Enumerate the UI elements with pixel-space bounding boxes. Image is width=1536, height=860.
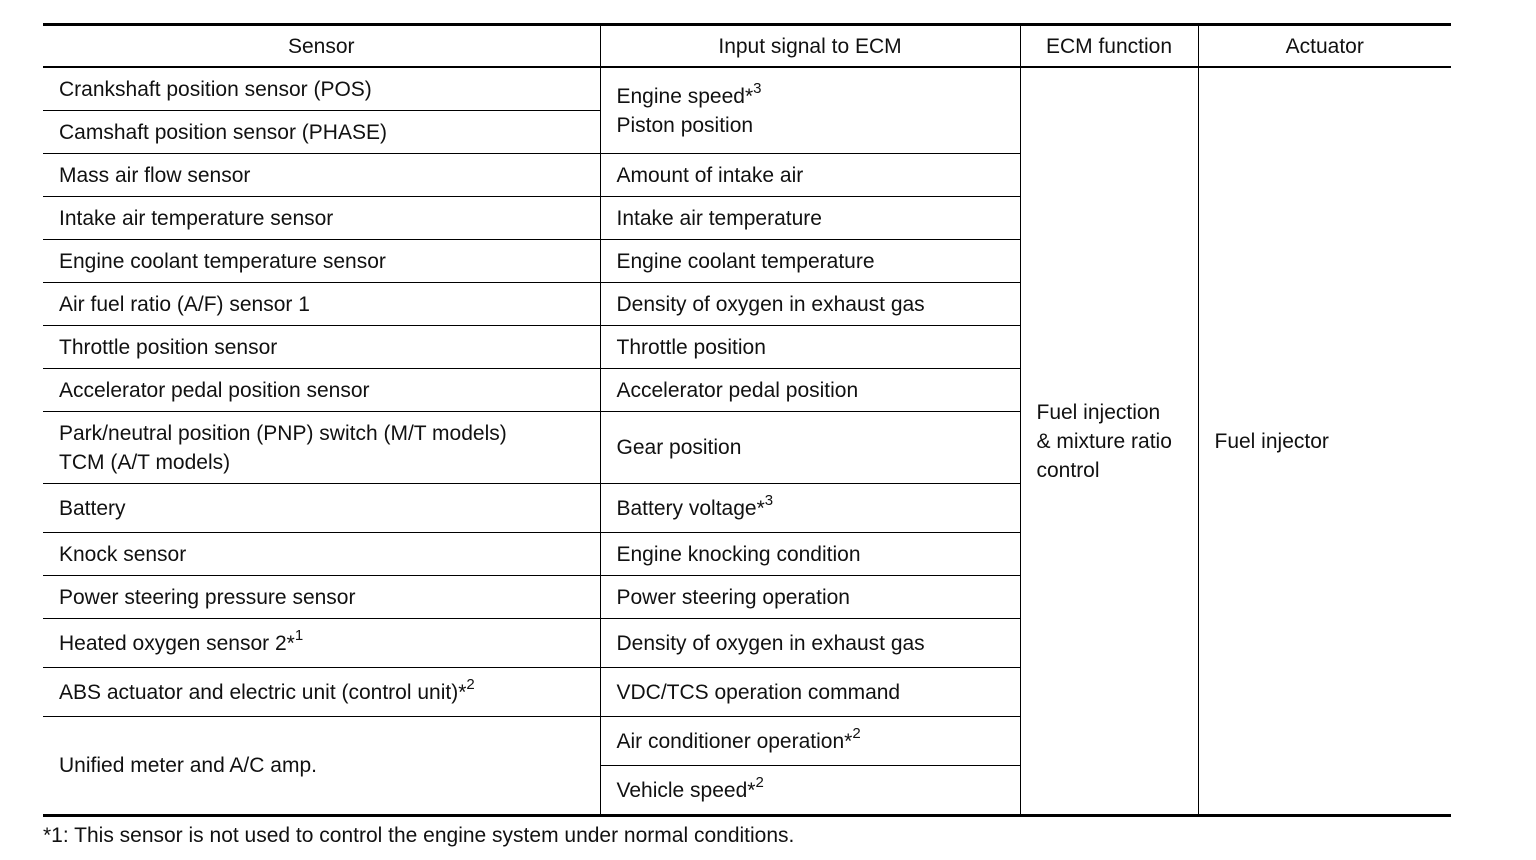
sensor-cell: Knock sensor bbox=[43, 533, 600, 576]
table-header-row bbox=[43, 25, 1451, 68]
input-signal-text: Battery voltage* bbox=[616, 496, 765, 520]
footnote-marker: 3 bbox=[753, 79, 762, 97]
input-signal-text: Vehicle speed* bbox=[616, 778, 756, 802]
sensor-cell: Intake air temperature sensor bbox=[43, 197, 600, 240]
input-signal-cell bbox=[600, 67, 1020, 154]
sensor-text: ABS actuator and electric unit (control unit)* bbox=[59, 680, 467, 704]
sensor-text: Park/neutral position (PNP) switch (M/T models) bbox=[59, 421, 507, 445]
footnote-marker: 2 bbox=[466, 675, 475, 693]
input-signal-cell: Throttle position bbox=[600, 326, 1020, 369]
sensor-cell: Crankshaft position sensor (POS) bbox=[43, 67, 600, 111]
sensor-text: Heated oxygen sensor 2* bbox=[59, 631, 295, 655]
input-signal-cell: Engine knocking condition bbox=[600, 533, 1020, 576]
table-row bbox=[43, 67, 1451, 111]
input-signal-text: Piston position bbox=[616, 113, 754, 137]
footnote-marker: 3 bbox=[764, 491, 774, 509]
ecm-function-text: Fuel injection bbox=[1036, 400, 1161, 424]
ecm-function-text: & mixture ratio bbox=[1036, 429, 1172, 453]
sensor-cell: Camshaft position sensor (PHASE) bbox=[43, 111, 600, 154]
table-footnote: *1: This sensor is not used to control the engine system under normal conditions. bbox=[43, 824, 795, 847]
input-signal-cell: Amount of intake air bbox=[600, 154, 1020, 197]
footnote-marker: 2 bbox=[852, 724, 861, 742]
ecm-function-text: control bbox=[1036, 458, 1100, 482]
sensor-cell: Accelerator pedal position sensor bbox=[43, 369, 600, 412]
header-sensor: Sensor bbox=[43, 25, 600, 68]
sensor-cell: Throttle position sensor bbox=[43, 326, 600, 369]
sensor-text: TCM (A/T models) bbox=[59, 450, 231, 474]
input-signal-text: Engine speed* bbox=[616, 84, 754, 108]
input-signal-cell bbox=[600, 717, 1020, 766]
input-signal-cell: Intake air temperature bbox=[600, 197, 1020, 240]
input-signal-cell: Power steering operation bbox=[600, 576, 1020, 619]
input-signal-text: Air conditioner operation* bbox=[616, 729, 853, 753]
sensor-cell: Air fuel ratio (A/F) sensor 1 bbox=[43, 283, 600, 326]
sensor-cell: Engine coolant temperature sensor bbox=[43, 240, 600, 283]
sensor-cell bbox=[43, 619, 600, 668]
footnote-marker: 2 bbox=[755, 773, 764, 791]
sensor-cell: Mass air flow sensor bbox=[43, 154, 600, 197]
sensor-cell: Power steering pressure sensor bbox=[43, 576, 600, 619]
input-signal-cell bbox=[600, 484, 1020, 533]
input-signal-cell: Gear position bbox=[600, 412, 1020, 484]
header-ecm-function: ECM function bbox=[1020, 25, 1198, 68]
sensor-cell bbox=[43, 412, 600, 484]
input-signal-cell: Density of oxygen in exhaust gas bbox=[600, 619, 1020, 668]
sensor-cell bbox=[43, 668, 600, 717]
input-signal-cell: VDC/TCS operation command bbox=[600, 668, 1020, 717]
footnote-marker: 1 bbox=[294, 626, 304, 644]
input-signal-cell: Accelerator pedal position bbox=[600, 369, 1020, 412]
sensor-table bbox=[43, 23, 1451, 817]
sensor-cell: Battery bbox=[43, 484, 600, 533]
input-signal-cell bbox=[600, 766, 1020, 816]
input-signal-cell: Engine coolant temperature bbox=[600, 240, 1020, 283]
actuator-cell: Fuel injector bbox=[1198, 67, 1451, 816]
sensor-cell: Unified meter and A/C amp. bbox=[43, 717, 600, 816]
input-signal-cell: Density of oxygen in exhaust gas bbox=[600, 283, 1020, 326]
header-actuator: Actuator bbox=[1198, 25, 1451, 68]
header-input-signal: Input signal to ECM bbox=[600, 25, 1020, 68]
ecm-function-cell bbox=[1020, 67, 1198, 816]
